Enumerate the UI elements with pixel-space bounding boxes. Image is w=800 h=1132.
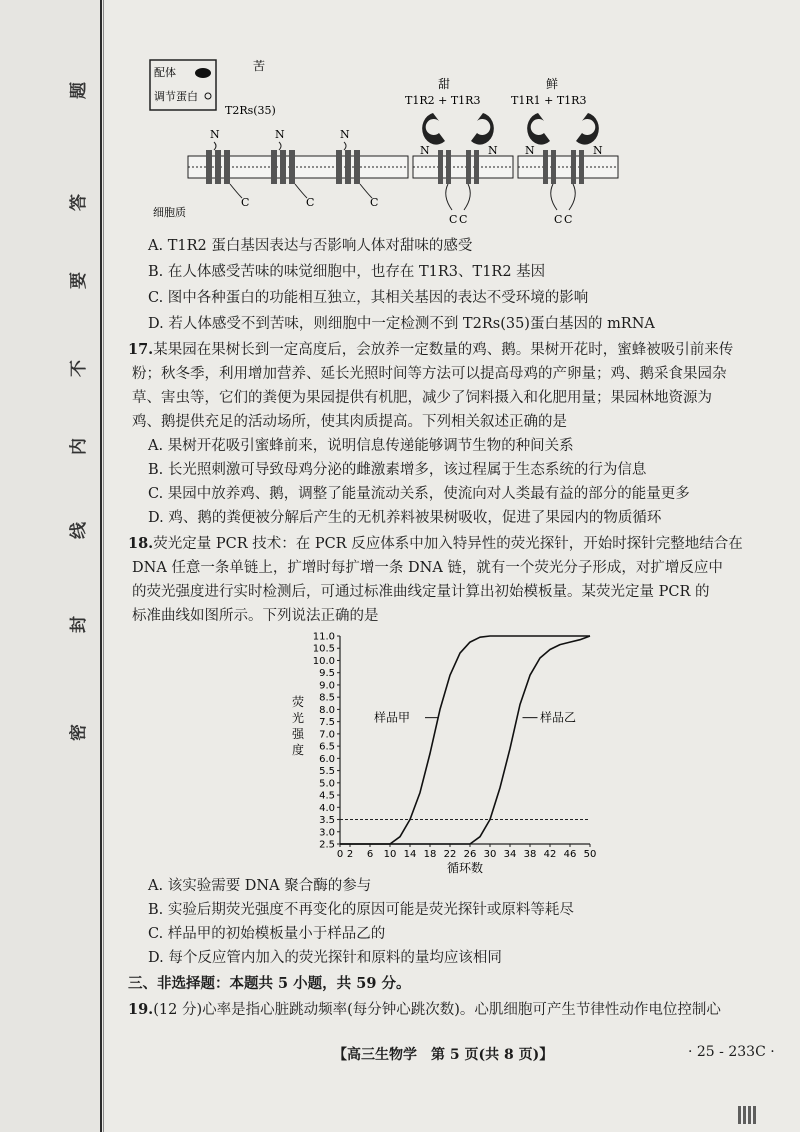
q17-option-c: C. 果园中放养鸡、鹅，调整了能量流动关系，使流向对人类最有益的部分的能量更多 <box>148 486 690 502</box>
x-tick-label: 2 <box>346 849 354 860</box>
q18-option-c: C. 样品甲的初始模板量小于样品乙的 <box>148 926 386 942</box>
y-tick-label: 4.5 <box>319 790 335 802</box>
q17-stem-line4: 鸡、鹅提供充足的活动场所，使其肉质提高。下列相关叙述正确的是 <box>132 414 567 430</box>
q18-option-a: A. 该实验需要 DNA 聚合酶的参与 <box>148 878 372 894</box>
y-tick-label: 11.0 <box>312 631 335 643</box>
y-tick-label: 9.5 <box>319 668 335 680</box>
series-label-sample-b: 样品乙 <box>540 710 577 725</box>
x-tick-label: 14 <box>403 849 417 860</box>
x-tick-label: 30 <box>483 849 497 860</box>
q19-number: 19. <box>128 1001 154 1018</box>
q18-number: 18. <box>128 535 154 552</box>
y-tick-label: 7.5 <box>319 717 335 729</box>
ligand-icon <box>195 68 211 78</box>
sweet-label: 甜 <box>438 77 451 91</box>
qr-code-icon <box>738 1106 756 1124</box>
y-tick-label: 5.5 <box>319 766 335 778</box>
x-tick-label: 26 <box>463 849 477 860</box>
x-tick-label: 42 <box>543 849 557 860</box>
y-tick-label: 5.0 <box>319 778 335 790</box>
y-tick-label: 6.5 <box>319 741 335 753</box>
y-axis-title-char: 光 <box>292 711 305 725</box>
y-axis-title-char: 强 <box>292 727 305 741</box>
q19-stem-line1 <box>128 1000 721 1020</box>
q17-number: 17. <box>128 341 154 358</box>
bitter-receptors <box>206 150 360 184</box>
seal-char: 密 <box>69 724 89 741</box>
seal-char: 答 <box>69 194 89 211</box>
c-terminal-label: C <box>459 213 468 226</box>
umami-receptor-name: T1R1 + T1R3 <box>511 94 587 107</box>
seal-char: 不 <box>69 360 89 377</box>
q18-stem-line2: DNA 任意一条单链上，扩增时每扩增一条 DNA 链，就有一个荧光分子形成，对扩增反应中 <box>132 560 723 576</box>
c-terminal-label: C <box>564 213 573 226</box>
y-tick-label: 9.0 <box>319 680 335 692</box>
binding-margin <box>0 0 100 1132</box>
y-tick-label: 3.0 <box>319 827 335 839</box>
bitter-label: 苦 <box>253 59 266 73</box>
pcr-standard-curve-chart <box>280 628 610 880</box>
c-terminal-label: C <box>554 213 563 226</box>
q17-stem-line1 <box>128 340 733 360</box>
c-terminal-label: C <box>370 196 379 209</box>
x-tick-label: 6 <box>366 849 374 860</box>
q17-option-a: A. 果树开花吸引蜜蜂前来，说明信息传递能够调节生物的种间关系 <box>148 438 574 454</box>
c-terminal-label: C <box>449 213 458 226</box>
x-tick-label: 0 <box>336 849 344 860</box>
seal-char: 线 <box>69 522 89 539</box>
q16-option-c: C. 图中各种蛋白的功能相互独立，其相关基因的表达不受环境的影响 <box>148 290 589 306</box>
seal-char: 要 <box>69 272 89 289</box>
exam-page <box>128 0 788 1132</box>
q19-text: (12 分)心率是指心脏跳动频率(每分钟心跳次数)。心肌细胞可产生节律性动作电位控制心 <box>153 1002 721 1018</box>
y-tick-label: 3.5 <box>319 815 335 827</box>
q17-text: 某果园在果树长到一定高度后，会放养一定数量的鸡、鹅。果树开花时，蜜蜂被吸引前来传 <box>153 342 734 358</box>
y-tick-label: 7.0 <box>319 729 335 741</box>
y-axis-title-char: 度 <box>292 743 305 757</box>
q17-option-d: D. 鸡、鹅的粪便被分解后产生的无机养料被果树吸收，促进了果园内的物质循环 <box>148 510 662 526</box>
series-line-sample-a <box>340 636 590 844</box>
q16-option-a: A. T1R2 蛋白基因表达与否影响人体对甜味的感受 <box>148 238 473 254</box>
x-tick-label: 38 <box>523 849 537 860</box>
series-label-sample-a: 样品甲 <box>374 710 411 725</box>
q18-option-b: B. 实验后期荧光强度不再变化的原因可能是荧光探针或原料等耗尽 <box>148 902 574 918</box>
cytoplasm-label: 细胞质 <box>153 206 186 219</box>
y-tick-label: 2.5 <box>319 839 335 851</box>
q16-option-b: B. 在人体感受苦味的味觉细胞中，也存在 T1R3、T1R2 基因 <box>148 264 546 280</box>
x-tick-label: 50 <box>583 849 597 860</box>
x-axis-title: 循环数 <box>447 861 484 875</box>
x-tick-label: 10 <box>383 849 397 860</box>
n-terminal-label: N <box>593 144 603 157</box>
footer-page-info: 【高三生物学 第 5 页(共 8 页)】 <box>333 1047 554 1063</box>
y-tick-label: 6.0 <box>319 753 335 765</box>
q18-stem-line1 <box>128 534 743 554</box>
q18-text: 荧光定量 PCR 技术：在 PCR 反应体系中加入特异性的荧光探针，开始时探针完整地结合在 <box>153 536 743 552</box>
c-terminal-label: C <box>306 196 315 209</box>
section-3-heading: 三、非选择题：本题共 5 小题，共 59 分。 <box>128 975 411 992</box>
n-terminal-label: N <box>525 144 535 157</box>
sweet-receptor-name: T1R2 + T1R3 <box>405 94 481 107</box>
y-tick-label: 10.5 <box>312 643 335 655</box>
y-tick-label: 8.0 <box>319 704 335 716</box>
y-axis-title-char: 荧 <box>292 695 305 709</box>
membrane-umami <box>518 156 618 178</box>
q17-stem-line2: 粉；秋冬季，利用增加营养、延长光照时间等方法可以提高母鸡的产卵量；鸡、鹅采食果园杂 <box>132 366 727 382</box>
y-tick-label: 10.0 <box>312 655 335 667</box>
seal-char: 内 <box>69 438 89 455</box>
q17-stem-line3: 草、害虫等，它们的粪便为果园提供有机肥，减少了饲料摄入和化肥用量；果园林地资源为 <box>132 390 712 406</box>
bitter-receptor-name: T2Rs(35) <box>225 104 276 117</box>
q18-stem-line4: 标准曲线如图所示。下列说法正确的是 <box>132 608 379 624</box>
binding-line-inner <box>103 0 104 1132</box>
n-terminal-label: N <box>340 128 350 141</box>
n-terminal-label: N <box>275 128 285 141</box>
footer-code: · 25 - 233C · <box>688 1044 775 1060</box>
y-tick-label: 4.0 <box>319 802 335 814</box>
binding-line <box>100 0 102 1132</box>
y-tick-label: 8.5 <box>319 692 335 704</box>
x-tick-label: 22 <box>443 849 457 860</box>
q18-stem-line3: 的荧光强度进行实时检测后，可通过标准曲线定量计算出初始模板量。某荧光定量 PCR 的 <box>132 584 710 600</box>
c-terminal-label: C <box>241 196 250 209</box>
x-tick-label: 34 <box>503 849 517 860</box>
seal-char: 题 <box>69 82 89 99</box>
n-terminal-label: N <box>488 144 498 157</box>
taste-receptor-diagram <box>148 58 628 230</box>
q16-option-d: D. 若人体感受不到苦味，则细胞中一定检测不到 T2Rs(35)蛋白基因的 mRNA <box>148 316 655 332</box>
n-terminal-label: N <box>420 144 430 157</box>
x-tick-label: 46 <box>563 849 577 860</box>
q18-option-d: D. 每个反应管内加入的荧光探针和原料的量均应该相同 <box>148 950 502 966</box>
umami-label: 鲜 <box>546 77 559 91</box>
seal-char: 封 <box>69 616 89 633</box>
series-line-sample-b <box>340 636 590 844</box>
legend-regulator-label: 调节蛋白 <box>154 90 198 103</box>
x-tick-label: 18 <box>423 849 437 860</box>
regulator-icon <box>205 93 211 99</box>
membrane-sweet <box>413 156 513 178</box>
n-terminal-label: N <box>210 128 220 141</box>
legend-receptor-label: 配体 <box>154 66 176 79</box>
q17-option-b: B. 长光照刺激可导致母鸡分泌的雌激素增多，该过程属于生态系统的行为信息 <box>148 462 647 478</box>
